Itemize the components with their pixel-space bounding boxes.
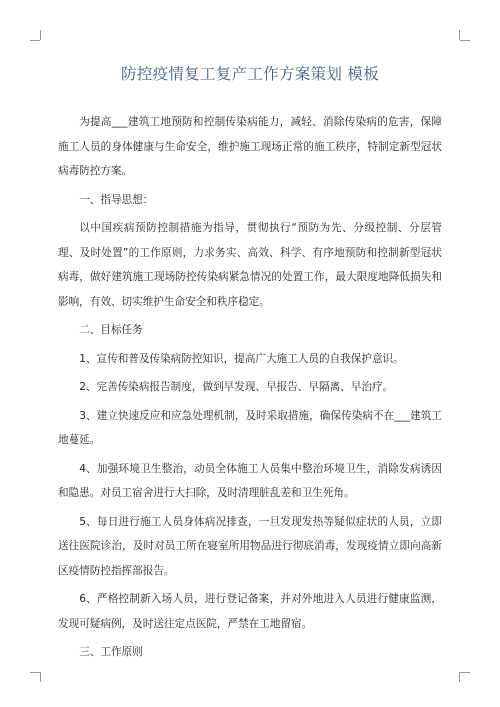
- section-heading-principles: 三、工作原则: [79, 646, 143, 658]
- section-heading-guiding-ideology: 一、指导思想：: [79, 193, 154, 206]
- document-title: 防控疫情复工复产工作方案策划 模板: [120, 65, 380, 83]
- goal-item-5: 5、每日进行施工人员身体病况排查，一旦发现发热等疑似症状的人员，立即送往医院诊治，及时对员工所在寝室所用物品进行彻底消毒，发现疫情立即向高新区疫情防控指挥部报告。: [58, 515, 442, 577]
- crop-mark-bottom-left-v: [40, 672, 41, 682]
- section-heading-goals: 二、目标任务: [79, 324, 143, 336]
- goal-item-6: 6、严格控制新入场人员，进行登记备案，并对外地进入人员进行健康监测，发现可疑病例，及时送往定点医院，严禁在工地留宿。: [58, 593, 442, 630]
- paragraph-guiding-ideology: 以中国疾病预防控制措施为指导，贯彻执行“预防为先、分级控制、分层管理、及时处置”的工作原则，力求务实、高效、科学、有序地预防和控制新型冠状病毒，做好建筑施工现场防控传染病紧急情况的处置工作，最大限度地降低损失和影响，有效、切实维护生命安全和秩序稳定。: [58, 222, 442, 308]
- crop-mark-bottom-right-h: [460, 672, 470, 673]
- goal-item-4: 4、加强环境卫生整治，动员全体施工人员集中整治环境卫生，消除发病诱因和隐患。对员工宿舍进行大扫除，及时清理脏乱差和卫生死角。: [58, 462, 442, 499]
- crop-mark-top-left-v: [40, 30, 41, 40]
- crop-mark-bottom-right-v: [459, 672, 460, 682]
- crop-mark-top-right-h: [460, 40, 470, 41]
- document-body: [58, 110, 442, 669]
- goal-item-2: 2、完善传染病报告制度，做到早发现、早报告、早隔离、早治疗。: [79, 381, 394, 393]
- paragraph-intro: 为提高___建筑工地预防和控制传染病能力，减轻、消除传染病的危害，保障施工人员的身体健康与生命安全，维护施工现场正常的施工秩序，特制定新型冠状病毒防控方案。: [58, 116, 442, 177]
- crop-mark-top-right-v: [459, 30, 460, 40]
- goal-item-3: 3、建立快速反应和应急处理机制，及时采取措施，确保传染病不在___建筑工地蔓延。: [58, 409, 442, 446]
- crop-mark-top-left-h: [30, 40, 40, 41]
- goal-item-1: 1、宣传和普及传染病防控知识，提高广大施工人员的自我保护意识。: [79, 352, 404, 365]
- crop-mark-bottom-left-h: [30, 672, 40, 673]
